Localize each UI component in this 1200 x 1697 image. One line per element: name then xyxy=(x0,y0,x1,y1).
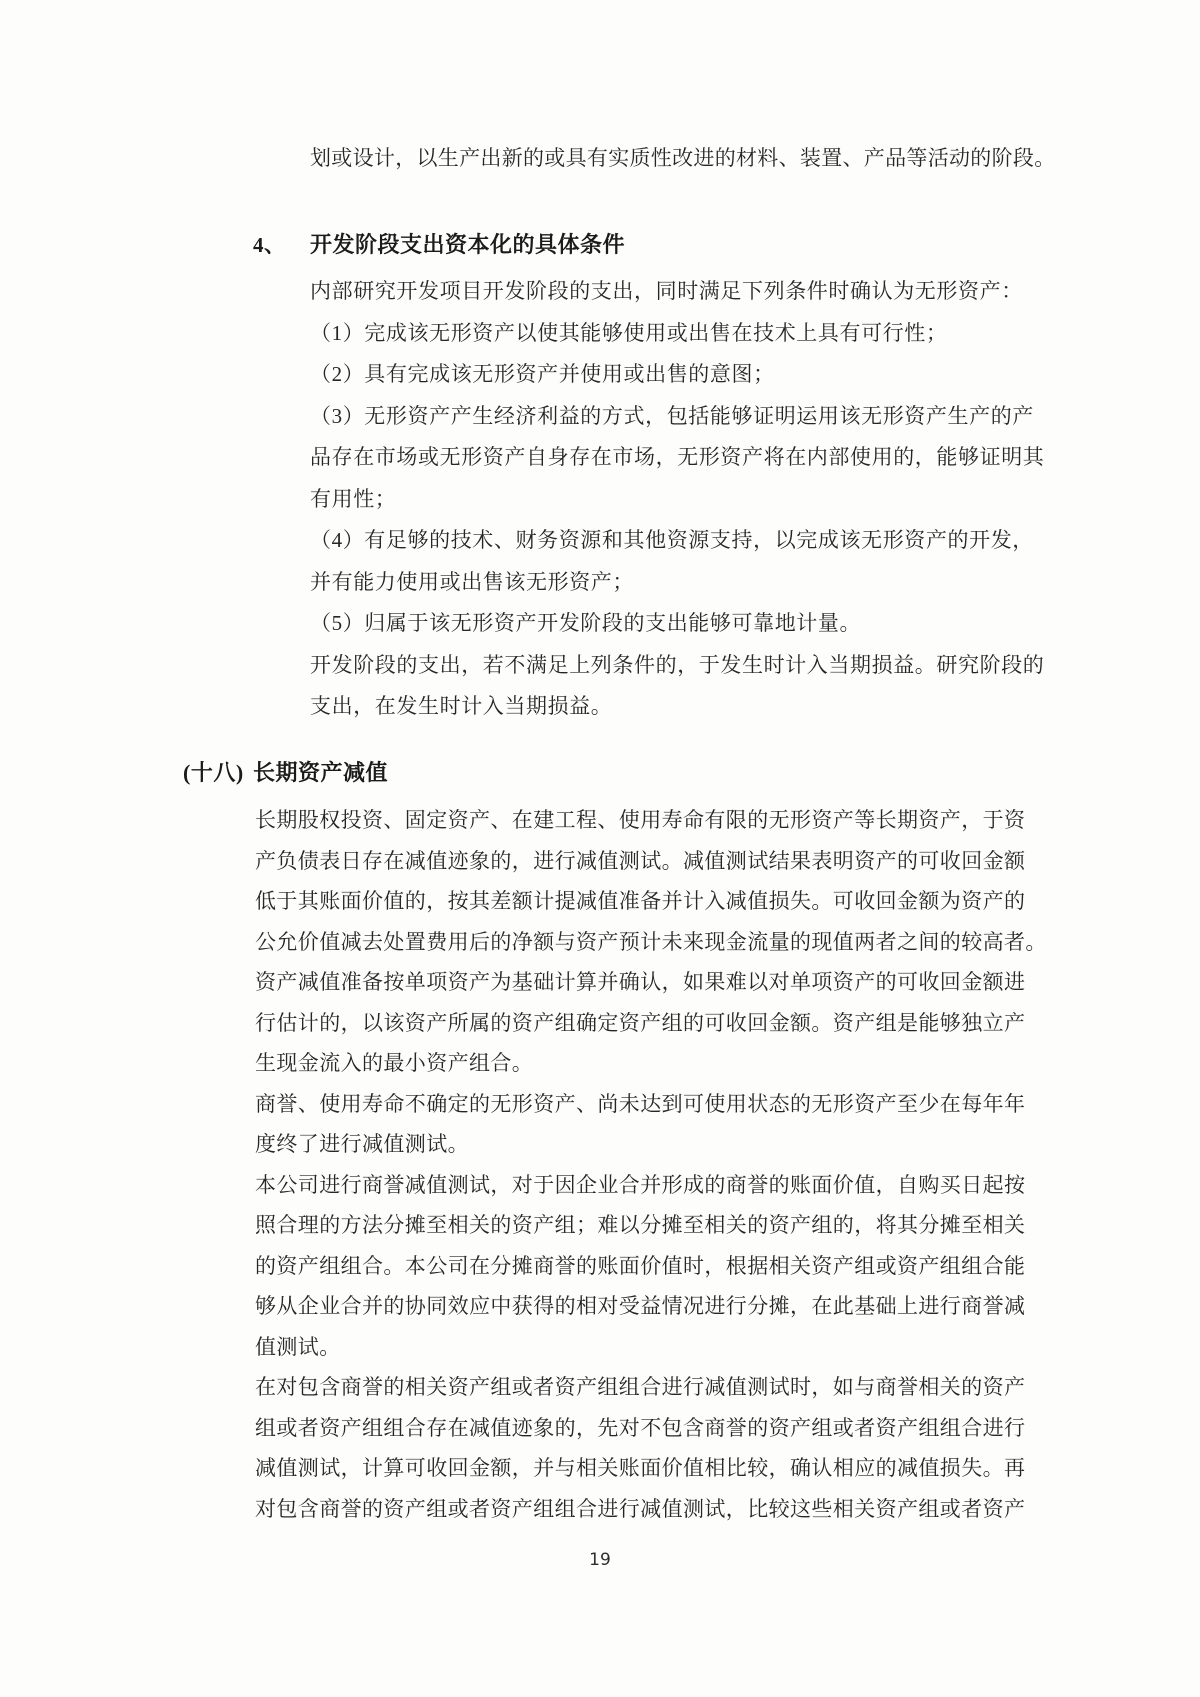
text-line: 品存在市场或无形资产自身存在市场，无形资产将在内部使用的，能够证明其 xyxy=(310,445,1045,469)
text-line: 并有能力使用或出售该无形资产； xyxy=(310,569,634,594)
page-number: 19 xyxy=(589,1550,611,1570)
text-line: 对包含商誉的资产组或者资产组组合进行减值测试，比较这些相关资产组或者资产 xyxy=(255,1496,1026,1521)
text-line: 够从企业合并的协同效应中获得的相对受益情况进行分摊，在此基础上进行商誉减 xyxy=(255,1294,1026,1318)
text-line: 低于其账面价值的，按其差额计提减值准备并计入减值损失。可收回金额为资产的 xyxy=(255,889,1026,913)
text-line: 资产减值准备按单项资产为基础计算并确认，如果难以对单项资产的可收回金额进 xyxy=(255,970,1026,994)
item-4-number: 4、 xyxy=(253,233,286,257)
text-line: 公允价值减去处置费用后的净额与资产预计未来现金流量的现值两者之间的较高者。 xyxy=(255,929,1047,954)
text-line: 开发阶段的支出，若不满足上列条件的，于发生时计入当期损益。研究阶段的 xyxy=(310,652,1045,677)
text-line: 产负债表日存在减值迹象的，进行减值测试。减值测试结果表明资产的可收回金额 xyxy=(255,848,1026,873)
section-18-title: 长期资产减值 xyxy=(253,760,389,785)
text-line: 行估计的，以该资产所属的资产组确定资产组的可收回金额。资产组是能够独立产 xyxy=(255,1010,1026,1035)
text-line: 有用性； xyxy=(310,486,397,511)
text-line: （3）无形资产产生经济利益的方式，包括能够证明运用该无形资产生产的产 xyxy=(310,403,1034,428)
text-line: （5）归属于该无形资产开发阶段的支出能够可靠地计量。 xyxy=(310,611,862,635)
continuation-text-line: 划或设计，以生产出新的或具有实质性改进的材料、装置、产品等活动的阶段。 xyxy=(310,146,1056,170)
text-line: 减值测试，计算可收回金额，并与相关账面价值相比较，确认相应的减值损失。再 xyxy=(255,1456,1026,1480)
text-line: 在对包含商誉的相关资产组或者资产组组合进行减值测试时，如与商誉相关的资产 xyxy=(255,1375,1026,1399)
text-line: 商誉、使用寿命不确定的无形资产、尚未达到可使用状态的无形资产至少在每年年 xyxy=(255,1091,1026,1116)
text-line: 内部研究开发项目开发阶段的支出，同时满足下列条件时确认为无形资产： xyxy=(310,279,1023,303)
text-line: 值测试。 xyxy=(255,1334,341,1359)
text-line: 照合理的方法分摊至相关的资产组；难以分摊至相关的资产组的，将其分摊至相关 xyxy=(255,1213,1026,1237)
text-line: 本公司进行商誉减值测试，对于因企业合并形成的商誉的账面价值，自购买日起按 xyxy=(255,1172,1026,1197)
section-18-heading xyxy=(183,756,388,787)
text-line: （2）具有完成该无形资产并使用或出售的意图； xyxy=(310,362,775,386)
text-line: 组或者资产组组合存在减值迹象的，先对不包含商誉的资产组或者资产组组合进行 xyxy=(255,1415,1026,1440)
item-4-title: 开发阶段支出资本化的具体条件 xyxy=(310,232,626,257)
text-line: 支出，在发生时计入当期损益。 xyxy=(310,694,613,718)
section-18-body xyxy=(255,800,1047,1529)
text-line: 生现金流入的最小资产组合。 xyxy=(255,1051,534,1075)
text-line: 度终了进行减值测试。 xyxy=(255,1132,469,1156)
text-line: （4）有足够的技术、财务资源和其他资源支持，以完成该无形资产的开发， xyxy=(310,528,1034,552)
text-line: （1）完成该无形资产以使其能够使用或出售在技术上具有可行性； xyxy=(310,320,948,345)
item-4-body xyxy=(310,271,1044,728)
text-line: 长期股权投资、固定资产、在建工程、使用寿命有限的无形资产等长期资产，于资 xyxy=(255,808,1026,832)
section-18-number: (十八) xyxy=(183,760,244,785)
item-4-heading xyxy=(253,228,625,259)
text-line: 的资产组组合。本公司在分摊商誉的账面价值时，根据相关资产组或资产组组合能 xyxy=(255,1253,1026,1278)
